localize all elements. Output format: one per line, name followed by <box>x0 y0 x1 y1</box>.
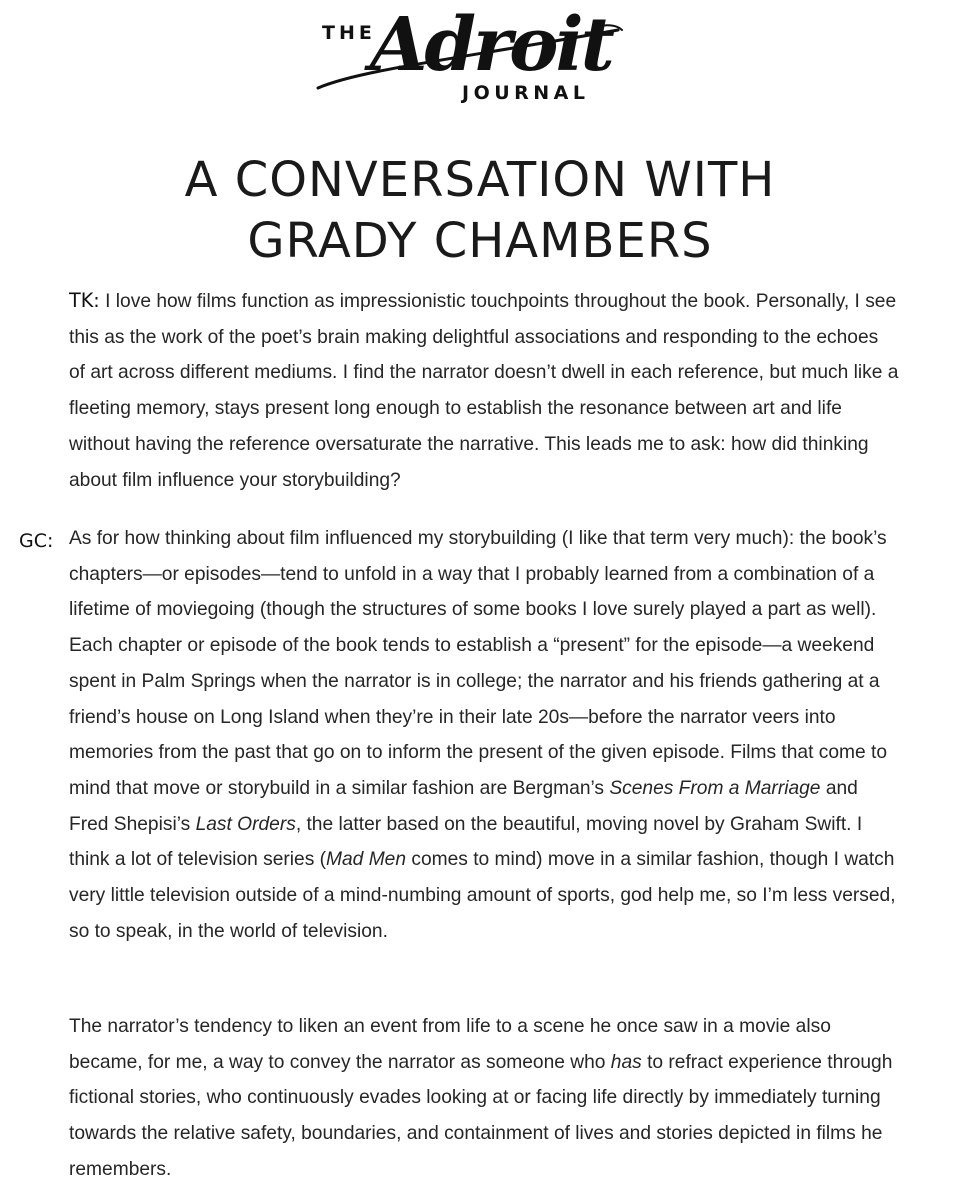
speaker-label-gc: GC: <box>19 530 54 552</box>
logo-journal-text: JOURNAL <box>462 82 590 104</box>
answer-cont-part-2: to refract experience through fictional stories, who continuously evades looking at or facing life directly by immediately turning towards the relative safety, boundaries, and containment of lives and stories depicted in films he remembers. <box>69 1051 893 1180</box>
answer-text-part-1: As for how thinking about film influenced my storybuilding (I like that term very much): the book’s chapters—or episodes—tend to unfold in a way that I probably learned from a combination of a lifetime of moviegoing (though the structures of some books I love surely played a part as well). Each chapter or episode of the book tends to establish a “present” for the episode—a weekend spent in Palm Springs when the narrator is in college; the narrator and his friends gathering at a friend’s house on Long Island when they’re in their late 20s—before the narrator veers into memories from the past that go on to inform the present of the given episode. Films that come to mind that move or storybuild in a similar fashion are Bergman’s <box>69 528 888 799</box>
show-title-mad-men: Mad Men <box>326 849 407 871</box>
answer-text-part-3: , the latter based on the beautiful, moving novel by Graham Swift. I think a lot of television series ( <box>69 813 863 871</box>
title-line-1: A CONVERSATION WITH <box>184 152 776 208</box>
emphasis-has: has <box>610 1051 642 1073</box>
logo-script-text: Adroit <box>370 2 612 88</box>
title-line-2: GRADY CHAMBERS <box>247 213 713 269</box>
interview-answer-continued <box>69 1009 899 1188</box>
answer-text-part-4: comes to mind) move in a similar fashion, though I watch very little television outside of a mind-numbing amount of sports, god help me, so I’m less versed, so to speak, in the world of television. <box>69 849 896 942</box>
question-text: I love how films function as impressionistic touchpoints throughout the book. Personally, I see this as the work of the poet’s brain making delightful associations and responding to the echoes of art across different mediums. I find the narrator doesn’t dwell in each reference, but much like a fleeting memory, stays present long enough to establish the resonance between art and life without having the reference oversaturate the narrative. This leads me to ask: how did thinking about film influence your storybuilding? <box>69 291 899 491</box>
answer-text-part-2: and Fred Shepisi’s <box>69 777 858 835</box>
speaker-label-tk: TK: <box>69 289 100 312</box>
film-title-last-orders: Last Orders <box>195 813 296 835</box>
interview-answer <box>69 521 899 949</box>
logo-the-text: THE <box>322 22 376 44</box>
page-title <box>0 150 960 272</box>
answer-cont-part-1: The narrator’s tendency to liken an event from life to a scene he once saw in a movie also became, for me, a way to convey the narrator as someone who <box>69 1016 831 1073</box>
film-title-scenes-from-a-marriage: Scenes From a Marriage <box>609 777 821 799</box>
interview-question <box>69 283 899 498</box>
journal-logo[interactable] <box>300 0 640 110</box>
